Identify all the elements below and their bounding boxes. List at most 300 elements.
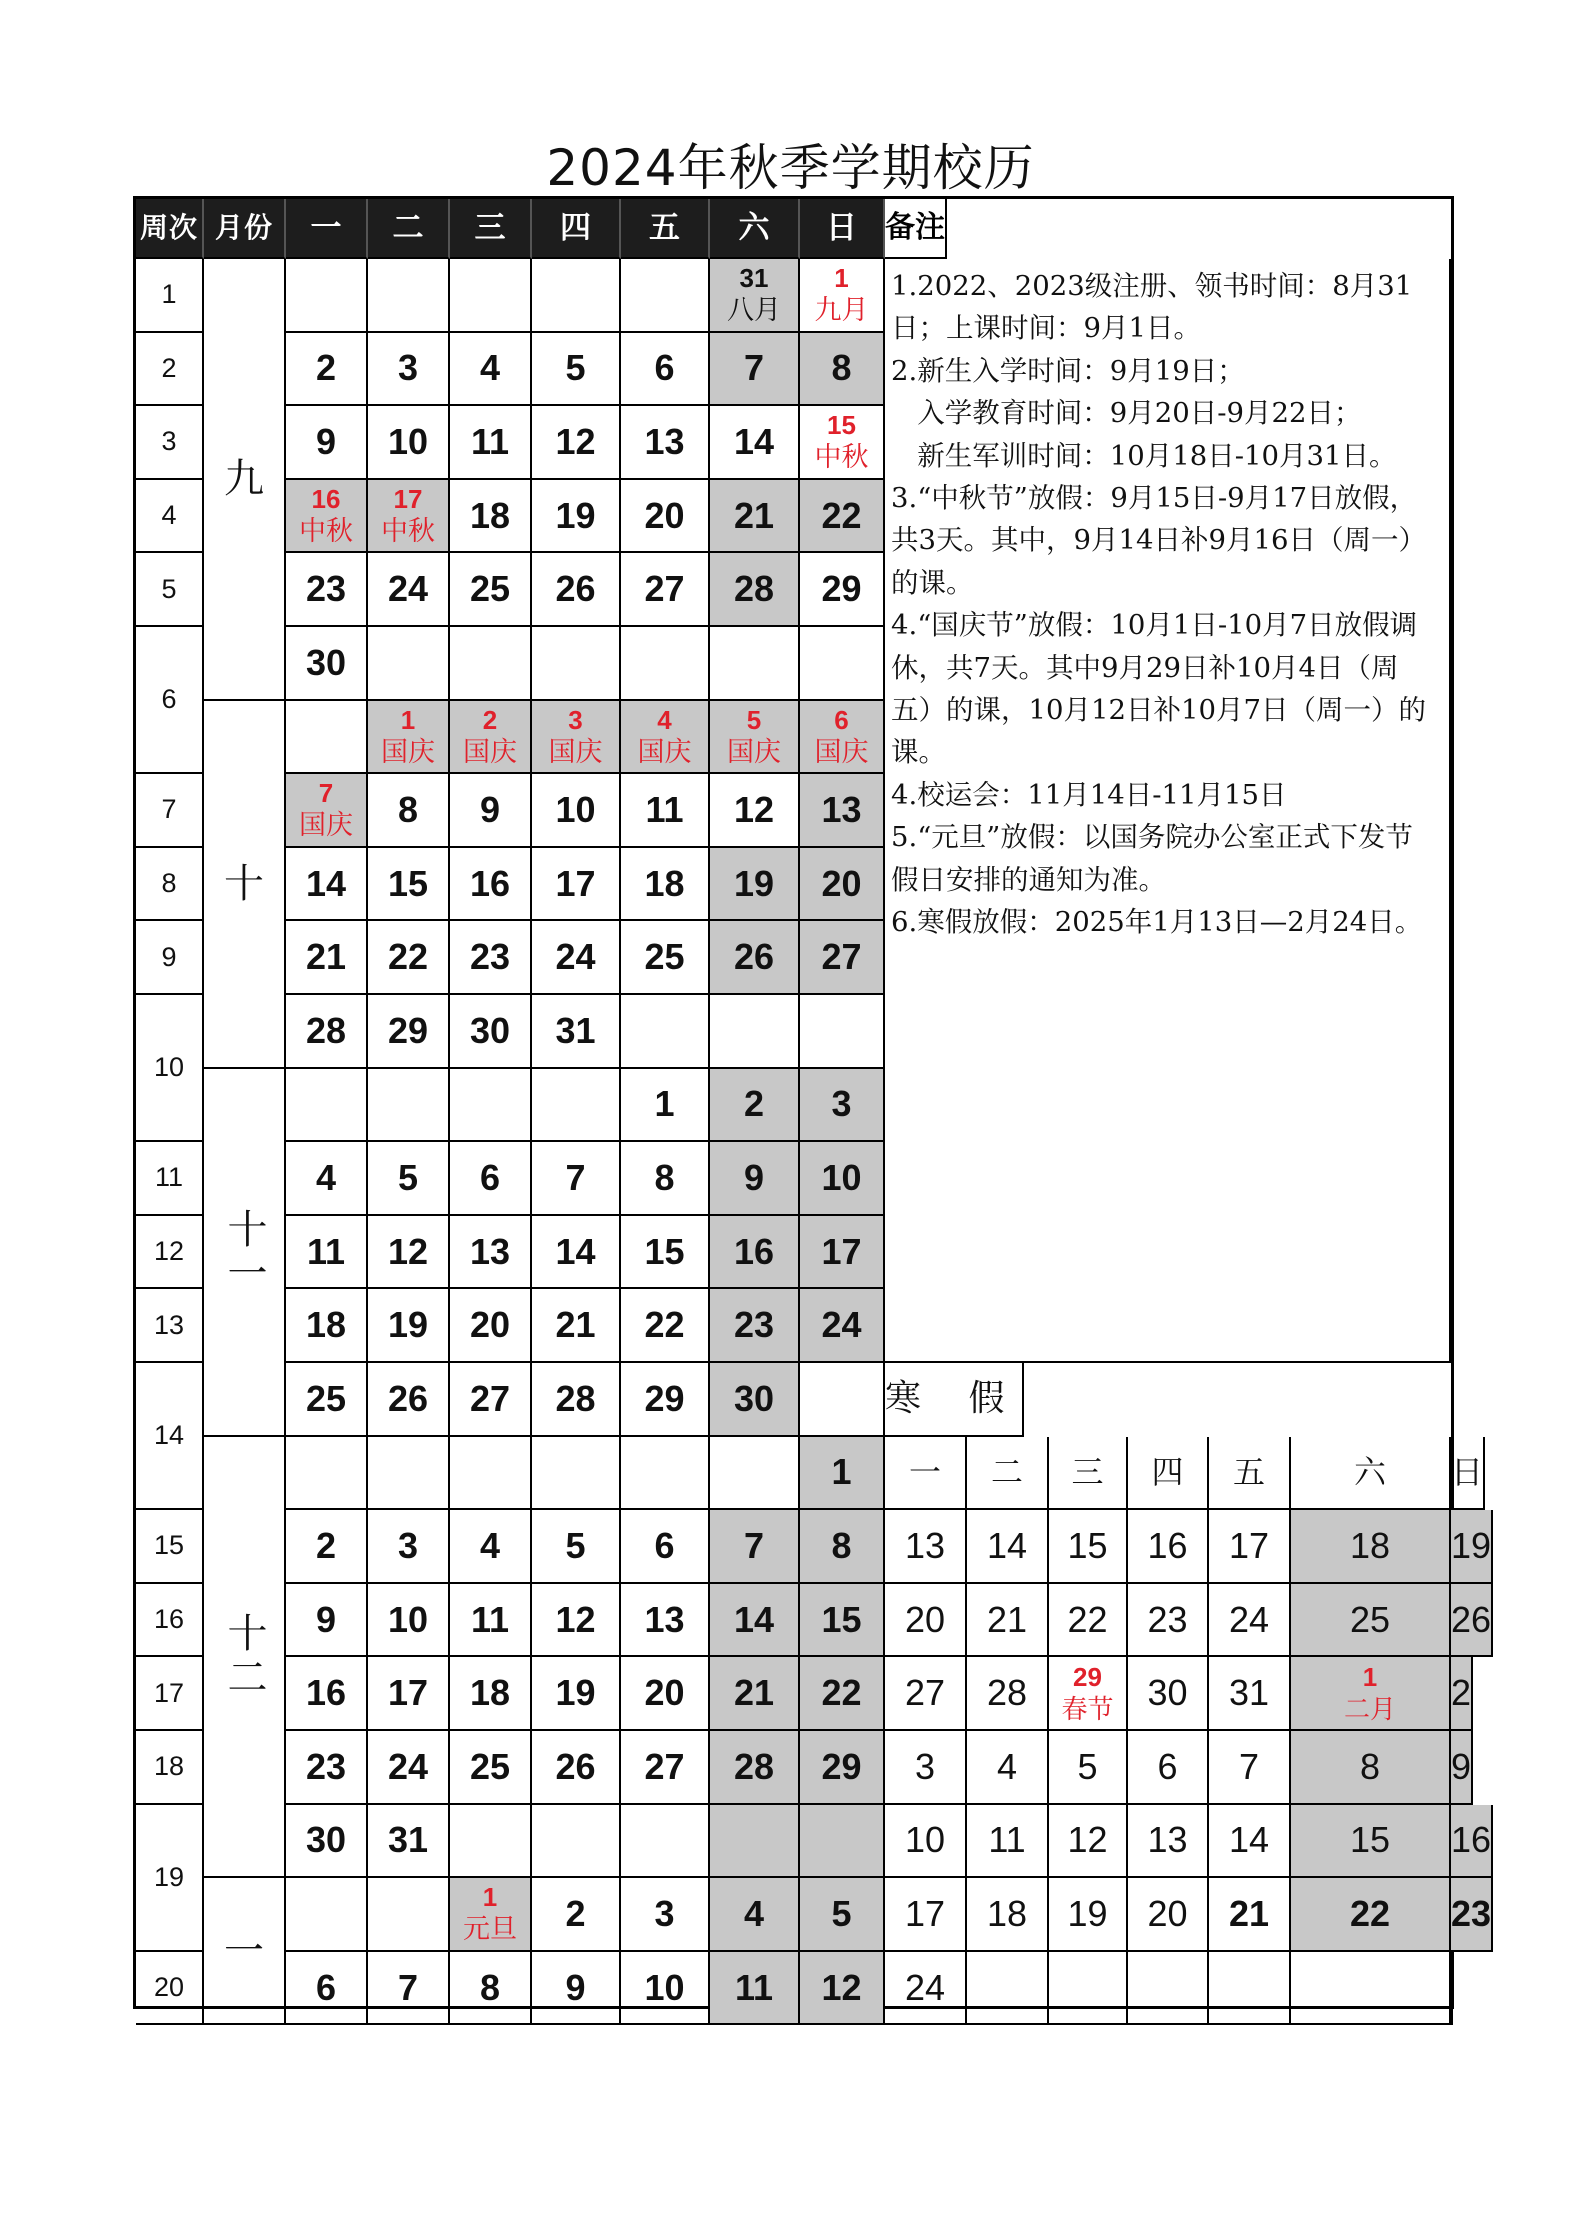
date-cell [286,1142,368,1216]
date-cell [710,1069,800,1143]
date-cell [710,1289,800,1363]
date-number: 25 [305,1377,347,1419]
winter-date-sublabel: 二月 [1343,1694,1396,1725]
winter-date-cell [1451,1731,1473,1805]
week-number-text: 15 [153,1530,185,1561]
winter-date-number: 17 [1228,1524,1270,1566]
week-number [136,553,204,627]
date-cell [710,1731,800,1805]
date-cell [800,848,885,922]
date-cell [532,995,621,1069]
date-number: 23 [469,936,511,978]
date-cell [621,701,710,775]
date-sublabel: 九月 [814,295,869,326]
week-number-text: 12 [153,1236,185,1267]
date-number: 10 [821,1156,862,1198]
week-number [136,848,204,922]
winter-date-cell [885,1805,967,1879]
date-cell [532,1952,621,2026]
empty-date-cell [621,627,710,701]
week-number-text: 6 [161,684,177,715]
empty-date-cell [800,627,885,701]
date-cell [800,1437,885,1511]
date-number: 18 [644,862,685,904]
winter-date-number: 1 [1362,1662,1378,1693]
note-line: 5.“元旦”放假：以国务院办公室正式下发节假日安排的通知为准。 [891,821,1413,896]
date-cell [286,921,368,995]
date-cell [621,1657,710,1731]
week-number-text: 19 [153,1861,185,1892]
empty-date-cell [368,1069,450,1143]
week-number-text: 4 [161,500,177,531]
date-number: 22 [387,936,429,978]
week-number [136,1289,204,1363]
date-number: 27 [469,1377,511,1419]
date-number: 5 [831,1892,852,1934]
date-cell [286,1657,368,1731]
date-number: 14 [305,862,347,904]
date-number: 20 [821,862,862,904]
winter-day-header [1049,1437,1128,1511]
date-cell [710,1216,800,1290]
date-cell [286,553,368,627]
date-number: 7 [565,1156,586,1198]
winter-date-cell [1049,1805,1128,1879]
header-month-text: 月份 [214,211,273,244]
date-number: 4 [479,347,501,389]
date-cell [286,774,368,848]
week-number [136,995,204,1142]
date-number: 25 [644,936,685,978]
empty-winter-cell [1128,1952,1209,2026]
date-cell [800,1069,885,1143]
date-number: 9 [565,1966,586,2008]
date-number: 20 [469,1304,511,1346]
date-cell [710,1657,800,1731]
date-cell [710,553,800,627]
winter-date-number: 15 [1349,1819,1391,1861]
date-number: 15 [827,410,856,441]
winter-date-number: 17 [904,1892,946,1934]
date-number: 13 [469,1230,511,1272]
date-cell [621,333,710,407]
month-label [204,259,286,701]
date-cell [621,848,710,922]
date-cell [532,774,621,848]
empty-date-cell [450,627,532,701]
week-number [136,1805,204,1952]
winter-date-cell [1049,1657,1128,1731]
date-sublabel: 八月 [727,295,781,326]
empty-date-cell [710,1437,800,1511]
date-cell [621,1142,710,1216]
winter-day-header [1209,1437,1291,1511]
date-number: 21 [555,1304,596,1346]
date-cell [800,1731,885,1805]
date-cell [621,1510,710,1584]
empty-date-cell [450,1069,532,1143]
note-line: 新生军训时间：10月18日-10月31日。 [891,439,1397,472]
winter-date-number: 7 [1238,1745,1260,1787]
date-cell [286,406,368,480]
date-number: 19 [555,1672,596,1714]
date-sublabel: 元旦 [463,1914,517,1945]
date-cell [800,1952,885,2026]
date-cell [532,1510,621,1584]
note-line: 4.校运会：11月14日-11月15日 [891,778,1287,811]
winter-day-header [1451,1437,1485,1511]
date-number: 8 [479,1966,501,2008]
winter-date-cell [1451,1657,1473,1731]
winter-date-number: 14 [986,1524,1028,1566]
date-cell [286,1952,368,2026]
date-number: 8 [831,1524,852,1566]
date-cell [532,480,621,554]
week-number-text: 13 [153,1309,185,1340]
winter-date-cell [1209,1878,1291,1952]
date-cell [710,259,800,333]
week-number [136,333,204,407]
date-cell [800,1878,885,1952]
month-label-text: 十 [224,860,264,907]
winter-date-number: 18 [1349,1524,1391,1566]
winter-day-header-text: 日 [1451,1453,1484,1492]
header-week-label [136,199,204,259]
date-cell [286,1289,368,1363]
date-cell [450,1216,532,1290]
winter-break-title [885,1363,1024,1437]
date-cell [450,1952,532,2026]
winter-date-cell [1451,1878,1493,1952]
date-sublabel: 国庆 [637,736,692,767]
winter-date-number: 10 [904,1819,946,1861]
date-number: 10 [387,420,429,462]
date-cell [621,921,710,995]
date-number: 22 [644,1304,685,1346]
header-day-text: 六 [738,209,770,246]
date-number: 25 [469,568,511,610]
winter-date-number: 3 [914,1745,936,1787]
date-cell [450,921,532,995]
week-number [136,259,204,333]
date-sublabel: 国庆 [299,810,353,841]
date-cell [532,553,621,627]
empty-date-cell [621,1437,710,1511]
date-cell [621,406,710,480]
winter-date-cell [967,1584,1049,1658]
date-number: 20 [644,1672,685,1714]
date-number: 17 [387,1672,429,1714]
date-cell [800,553,885,627]
date-cell [286,1805,368,1879]
date-cell [368,1805,450,1879]
date-cell [450,701,532,775]
date-number: 29 [644,1377,685,1419]
date-number: 12 [555,420,596,462]
date-number: 17 [393,484,423,515]
date-cell [710,1510,800,1584]
empty-date-cell [286,1069,368,1143]
date-cell [450,1657,532,1731]
date-number: 1 [834,263,849,294]
date-cell [621,1952,710,2026]
date-cell [800,1142,885,1216]
winter-date-cell [1209,1805,1291,1879]
date-number: 7 [318,778,334,809]
date-number: 1 [400,704,416,735]
note-line: 6.寒假放假：2025年1月13日—2月24日。 [891,906,1423,939]
date-cell [800,701,885,775]
empty-date-cell [710,995,800,1069]
winter-date-cell [1291,1584,1451,1658]
winter-date-cell [885,1510,967,1584]
date-cell [368,1510,450,1584]
month-label [204,1878,286,2025]
date-cell [286,1584,368,1658]
date-cell [710,333,800,407]
date-number: 8 [397,788,419,830]
date-cell [800,1289,885,1363]
winter-day-header-text: 四 [1151,1453,1184,1492]
winter-date-cell [1128,1584,1209,1658]
date-number: 9 [743,1156,765,1198]
date-cell [621,1216,710,1290]
week-number [136,1731,204,1805]
date-number: 24 [387,568,429,610]
note-line: 2.新生入学时间：9月19日； [891,354,1245,387]
date-sublabel: 国庆 [381,736,435,767]
date-cell [710,1584,800,1658]
date-cell [710,480,800,554]
header-day-5 [621,199,710,259]
date-number: 26 [387,1377,429,1419]
date-number: 17 [555,862,596,904]
winter-date-number: 28 [986,1672,1028,1714]
date-number: 4 [315,1156,337,1198]
date-cell [286,848,368,922]
date-cell [710,774,800,848]
empty-date-cell [710,627,800,701]
date-number: 3 [397,1524,419,1566]
week-number [136,1657,204,1731]
date-number: 12 [555,1598,596,1640]
date-cell [368,848,450,922]
date-number: 4 [479,1524,501,1566]
header-day-2 [368,199,450,259]
month-label-text: 一 [224,1927,264,1974]
date-cell [800,1584,885,1658]
header-day-7 [800,199,885,259]
month-label-text: 九 [224,455,264,502]
date-cell [450,1584,532,1658]
winter-date-number: 14 [1228,1819,1270,1861]
winter-date-cell [1291,1731,1451,1805]
header-day-text: 四 [560,209,591,246]
date-cell [800,1510,885,1584]
date-cell [368,406,450,480]
winter-date-number: 16 [1451,1819,1492,1861]
date-cell [621,553,710,627]
date-number: 7 [743,347,765,389]
empty-date-cell [800,995,885,1069]
empty-date-cell [800,1363,885,1437]
date-number: 2 [565,1892,586,1934]
winter-date-cell [967,1657,1049,1731]
winter-date-cell [967,1805,1049,1879]
week-number-text: 7 [161,794,177,825]
date-cell [368,1363,450,1437]
winter-date-number: 30 [1147,1672,1188,1714]
date-number: 25 [469,1745,511,1787]
date-number: 5 [565,1524,586,1566]
date-cell [532,1216,621,1290]
date-sublabel: 国庆 [727,736,781,767]
date-number: 26 [733,936,775,978]
date-cell [621,1289,710,1363]
empty-date-cell [368,627,450,701]
date-number: 3 [568,704,583,735]
date-cell [532,1878,621,1952]
week-number [136,1363,204,1510]
date-sublabel: 中秋 [814,442,869,473]
winter-day-header-text: 三 [1071,1453,1104,1492]
empty-date-cell [710,1805,800,1879]
winter-date-sublabel: 春节 [1061,1694,1114,1725]
winter-day-header [1291,1437,1451,1511]
date-cell [532,701,621,775]
date-cell [286,995,368,1069]
date-cell [800,333,885,407]
empty-date-cell [532,627,621,701]
date-cell [450,406,532,480]
winter-date-cell [967,1731,1049,1805]
winter-date-number: 4 [996,1745,1018,1787]
date-number: 18 [305,1304,347,1346]
header-day-text: 一 [310,209,342,246]
winter-date-number: 24 [904,1966,946,2008]
empty-date-cell [621,259,710,333]
header-day-text: 二 [392,209,424,246]
date-cell [532,921,621,995]
winter-date-cell [1128,1878,1209,1952]
date-number: 13 [821,788,862,830]
date-cell [710,701,800,775]
calendar-grid [133,196,1492,2009]
date-cell [621,1878,710,1952]
date-cell [368,1584,450,1658]
date-cell [621,1731,710,1805]
empty-date-cell [450,259,532,333]
empty-date-cell [286,701,368,775]
date-cell [368,1216,450,1290]
date-number: 28 [305,1009,347,1051]
date-cell [800,406,885,480]
empty-date-cell [532,1437,621,1511]
date-number: 2 [315,1524,337,1566]
date-sublabel: 国庆 [548,736,603,767]
date-number: 7 [743,1524,765,1566]
date-number: 3 [831,1083,852,1125]
date-number: 1 [482,1882,498,1913]
date-cell [621,1584,710,1658]
date-cell [710,848,800,922]
date-number: 1 [654,1083,675,1125]
winter-date-number: 16 [1147,1524,1188,1566]
empty-winter-cell [1451,1952,1453,2026]
date-number: 22 [821,494,862,536]
date-number: 6 [315,1966,337,2008]
date-cell [450,1142,532,1216]
winter-date-cell [1128,1731,1209,1805]
week-number [136,1142,204,1216]
month-label-text: 十一 [221,1207,267,1296]
winter-date-number: 29 [1073,1662,1102,1693]
date-number: 6 [834,704,849,735]
week-number-text: 3 [161,426,177,457]
header-day-3 [450,199,532,259]
winter-date-number: 13 [1147,1819,1188,1861]
note-line: 4.“国庆节”放假：10月1日-10月7日放假调休，共7天。其中9月29日补10月4日（周五）的课，10月12日补10月7日（周一）的课。 [891,609,1426,769]
date-number: 9 [315,1598,337,1640]
week-number-text: 1 [161,279,177,310]
date-cell [286,1363,368,1437]
date-number: 31 [387,1819,429,1861]
date-number: 21 [305,936,347,978]
winter-day-header-text: 五 [1232,1453,1265,1492]
winter-date-cell [1291,1657,1451,1731]
winter-date-cell [1291,1510,1451,1584]
date-number: 6 [654,347,675,389]
date-number: 29 [821,1745,862,1787]
date-number: 20 [644,494,685,536]
date-number: 12 [733,788,775,830]
month-label [204,1069,286,1437]
week-number-text: 8 [161,868,177,899]
winter-date-cell [885,1952,967,2026]
winter-day-header [885,1437,967,1511]
header-day-text: 日 [826,209,857,246]
date-cell [286,1510,368,1584]
winter-date-cell [1451,1510,1493,1584]
date-cell [368,553,450,627]
winter-date-number: 22 [1067,1598,1108,1640]
winter-date-number: 13 [904,1524,946,1566]
empty-date-cell [368,1878,450,1952]
date-number: 14 [555,1230,596,1272]
winter-date-number: 18 [986,1892,1028,1934]
month-label [204,701,286,1069]
winter-date-number: 5 [1077,1745,1098,1787]
winter-date-number: 8 [1359,1745,1381,1787]
date-number: 23 [305,1745,347,1787]
winter-date-cell [1128,1657,1209,1731]
date-number: 16 [305,1672,347,1714]
date-cell [286,627,368,701]
winter-date-number: 15 [1067,1524,1108,1566]
winter-day-header [1128,1437,1209,1511]
winter-date-cell [1049,1731,1128,1805]
date-number: 14 [733,1598,775,1640]
week-number-text: 14 [153,1420,185,1451]
note-line: 入学教育时间：9月20日-9月22日； [891,397,1362,430]
date-cell [621,1363,710,1437]
week-number-text: 11 [154,1162,184,1193]
date-cell [368,1731,450,1805]
empty-date-cell [532,1069,621,1143]
date-cell [286,1731,368,1805]
empty-winter-cell [1291,1952,1451,2026]
date-number: 15 [644,1230,685,1272]
